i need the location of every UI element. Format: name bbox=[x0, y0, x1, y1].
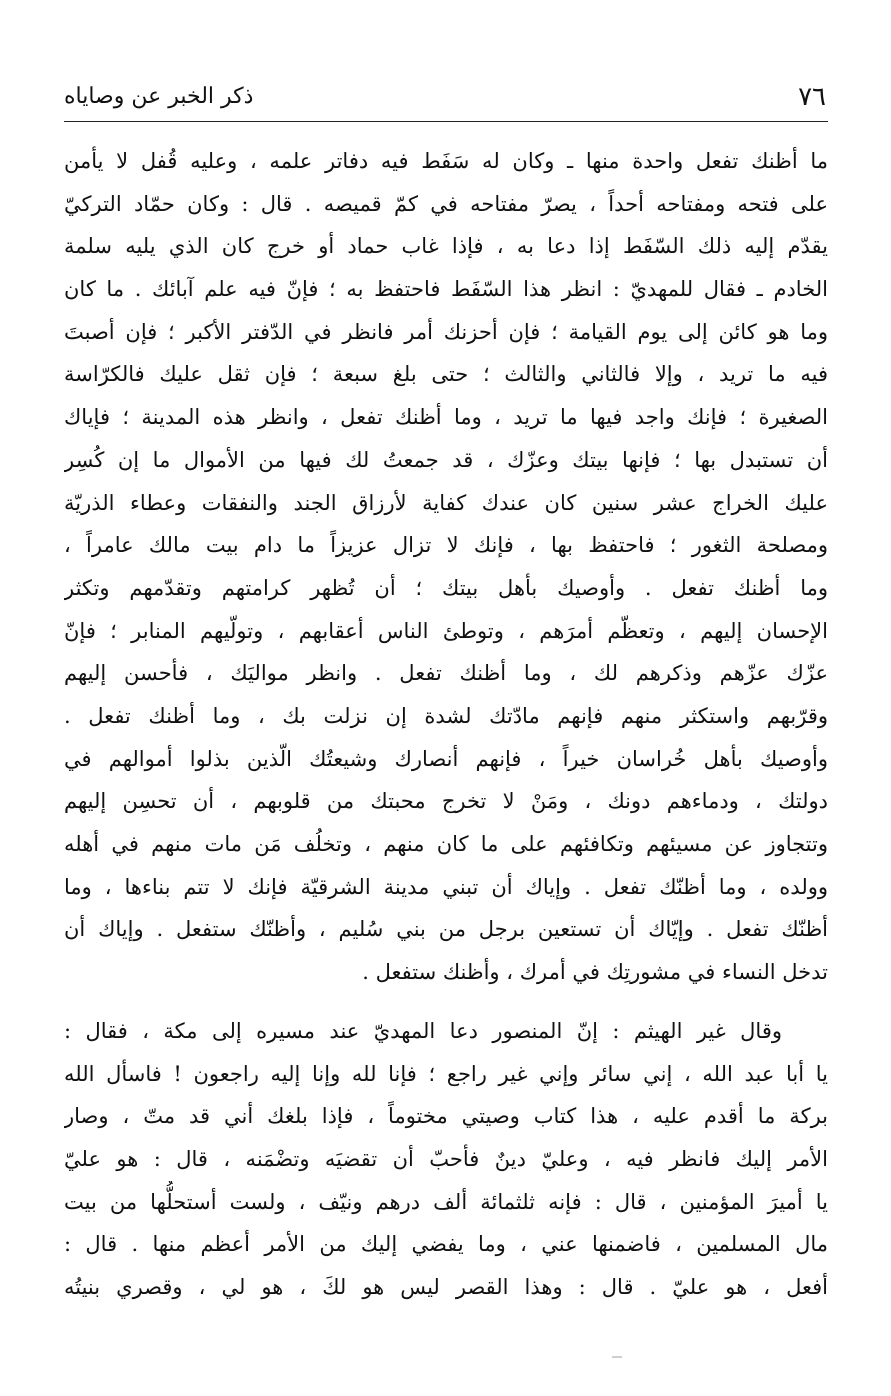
text-line: وقال غير الهيثم : إنّ المنصور دعا المهديّ عند مسيره إلى مكة ، فقال : bbox=[64, 1019, 782, 1043]
paragraph-2 bbox=[64, 1010, 828, 1309]
text-line: وقرّبهم واستكثر منهم فإنهم مادّتك لشدة إن نزلت بك ، وما أظنك تفعل . bbox=[64, 703, 828, 728]
text-line: أفعل ، هو عليّ . قال : وهذا القصر ليس هو لكَ ، هو لي ، وقصري بنيتُه bbox=[64, 1275, 828, 1300]
text-line: أظنّك تفعل . وإيّاك أن تستعين برجل من بني سُليم ، وأظنّك ستفعل . وإياك أن bbox=[64, 917, 828, 942]
paragraph-1 bbox=[64, 140, 828, 994]
text-line: ومصلحة الثغور ؛ فاحتفظ بها ، فإنك لا تزال عزيزاً ما دام بيت مالك عامراً ، bbox=[64, 533, 828, 558]
text-line: تدخل النساء في مشورتِك في أمرك ، وأظنك ستفعل . bbox=[362, 960, 828, 985]
text-line: وأوصيك بأهل خُراسان خيراً ، فإنهم أنصارك وشيعتُك الّذين بذلوا أموالهم في bbox=[64, 746, 828, 771]
text-line: مال المسلمين ، فاضمنها عني ، وما يفضي إليك من الأمر أعظم منها . قال : bbox=[64, 1232, 828, 1257]
text-line: وولده ، وما أظنّك تفعل . وإياك أن تبني مدينة الشرقيّة فإنك لا تتم بناءها ، وما bbox=[64, 874, 828, 899]
text-line: عزّك عزّهم وذكرهم لك ، وما أظنك تفعل . وانظر مواليَك ، فأحسن إليهم bbox=[64, 661, 828, 686]
text-line: وتتجاوز عن مسيئهم وتكافئهم على ما كان منهم ، وتخلُف مَن مات منهم في أهله bbox=[64, 832, 828, 856]
text-line: على فتحه ومفتاحه أحداً ، يصرّ مفتاحه في كمّ قميصه . قال : وكان حمّاد التركيّ bbox=[64, 191, 828, 216]
text-line: يا أبا عبد الله ، إني سائر وإني غير راجع ؛ فإنا لله وإنا إليه راجعون ! فاسأل الله bbox=[64, 1061, 828, 1086]
text-line: عليك الخراج عشر سنين كان عندك كفاية لأرزاق الجند والنفقات وعطاء الذريّة bbox=[64, 490, 828, 515]
text-line: الإحسان إليهم ، وتعظّم أمرَهم ، وتوطئ الناس أعقابهم ، وتولّيهم المنابر ؛ فإنّ bbox=[64, 618, 828, 643]
text-line: فيه ما تريد ، وإلا فالثاني والثالث ؛ حتى بلغ سبعة ؛ فإن ثقل عليك فالكرّاسة bbox=[64, 362, 828, 387]
text-line: الأمر إليك فانظر فيه ، وعليّ دينٌ فأحبّ أن تقضيَه وتضْمَنه ، قال : هو عليّ bbox=[64, 1147, 828, 1172]
text-line: دولتك ، ودماءهم دونك ، ومَنْ لا تخرج محبتك من قلوبهم ، أن تحسِن إليهم bbox=[64, 789, 828, 814]
text-line: بركة ما أقدم عليه ، هذا كتاب وصيتي مختوماً ، فإذا بلغك أني قد متّ ، وصار bbox=[64, 1104, 828, 1129]
running-title: ذكر الخبر عن وصاياه bbox=[64, 84, 254, 109]
text-line: يقدّم إليه ذلك السّفَط إذا دعا به ، فإذا غاب حماد أو خرج كان الذي يليه سلمة bbox=[64, 234, 828, 259]
text-line: وما أظنك تفعل . وأوصيك بأهل بيتك ؛ أن تُظهر كرامتهم وتقدّمهم وتكثر bbox=[64, 575, 828, 600]
text-line: الصغيرة ؛ فإنك واجد فيها ما تريد ، وما أظنك تفعل ، وانظر هذه المدينة ؛ فإياك bbox=[64, 405, 828, 430]
page-number: ٧٦ bbox=[798, 82, 826, 112]
scan-mark bbox=[612, 1356, 622, 1358]
text-line: الخادم ـ فقال للمهديّ : انظر هذا السّفَط فاحتفظ به ؛ فإنّ فيه علم آبائك . ما كان bbox=[64, 277, 828, 302]
page-header bbox=[64, 80, 826, 120]
header-divider bbox=[64, 121, 828, 122]
text-line: يا أميرَ المؤمنين ، قال : فإنه ثلثمائة ألف درهم ونيّف ، ولست أستحلُّها من بيت bbox=[64, 1189, 828, 1214]
text-line: ما أظنك تفعل واحدة منها ـ وكان له سَفَط فيه دفاتر علمه ، وعليه قُفل لا يأمن bbox=[64, 149, 828, 173]
text-line: وما هو كائن إلى يوم القيامة ؛ فإن أحزنك أمر فانظر في الدّفتر الأكبر ؛ فإن أصبتَ bbox=[64, 319, 828, 344]
text-line: أن تستبدل بها ؛ فإنها بيتك وعزّك ، قد جمعتُ لك فيها من الأموال ما إن كُسِر bbox=[64, 447, 828, 472]
